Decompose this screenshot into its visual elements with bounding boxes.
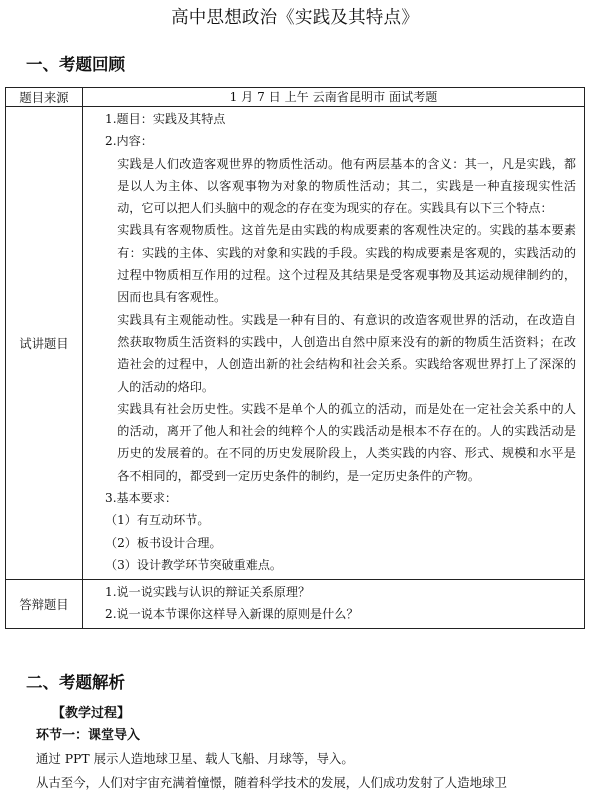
content-label: 2.内容：	[105, 134, 153, 149]
step-heading: 环节一：课堂导入	[36, 728, 141, 743]
source-value: 1 月 7 日 上午 云南省昆明市 面试考题	[83, 88, 585, 107]
table-row-defense	[6, 580, 585, 629]
defense-question: 2.说一说本节课你这样导入新课的原则是什么？	[105, 607, 359, 622]
content-paragraph: 实践具有客观物质性。这首先是由实践的构成要素的客观性决定的。实践的基本要素有：实践的主体、实践的对象和实践的手段。实践的构成要素是客观的，实践活动的过程中物质相互作用的过程。这个过程及其结果是受客观事物及其运动规律制约的，因而也具有客观性。	[117, 223, 576, 305]
exam-table	[5, 87, 585, 629]
table-row-trial	[6, 107, 585, 580]
table-row-source	[6, 88, 585, 107]
requirement-item: （1）有互动环节。	[105, 513, 210, 528]
topic-line: 1.题目：实践及其特点	[105, 112, 226, 126]
defense-question: 1.说一说实践与认识的辩证关系原理？	[105, 585, 311, 600]
content-paragraph: 实践具有社会历史性。实践不是单个人的孤立的活动，而是处在一定社会关系中的人的活动，离开了他人和社会的纯粹个人的实践活动是根本不存在的。人的实践活动是历史的发展着的。在不同的历史发展阶段上，人类实践的内容、形式、规模和水平是各不相同的，都受到一定历史条件的制约，是一定历史条件的产物。	[117, 401, 576, 483]
requirements-label: 3.基本要求：	[105, 491, 178, 506]
trial-label: 试讲题目	[6, 107, 83, 580]
analysis-text: 通过 PPT 展示人造地球卫星、载人飞船、月球等，导入。	[36, 751, 354, 766]
defense-content	[83, 580, 585, 629]
source-label: 题目来源	[6, 88, 83, 107]
trial-content	[83, 107, 585, 580]
section-heading-review: 一、考题回顾	[26, 55, 125, 74]
document-title: 高中思想政治《实践及其特点》	[171, 8, 419, 28]
content-paragraph: 实践具有主观能动性。实践是一种有目的、有意识的改造客观世界的活动，在改造自然获取物质生活资料的实践中，人创造出自然中原来没有的新的物质生活资料；在改造社会的过程中，人创造出新的社会结构和社会关系。实践给客观世界打上了深深的人的活动的烙印。	[117, 312, 576, 394]
analysis-text: 从古至今，人们对宇宙充满着憧憬，随着科学技术的发展，人们成功发射了人造地球卫	[36, 775, 507, 790]
content-paragraph: 实践是人们改造客观世界的物质性活动。他有两层基本的含义：其一，凡是实践，都是以人为主体、以客观事物为对象的物质性活动；其二，实践是一种直接现实性活动，它可以把人们头脑中的观念的存在变为现实的存在。实践具有以下三个特点：	[117, 156, 576, 216]
requirement-item: （3）设计教学环节突破重难点。	[105, 557, 283, 572]
requirement-item: （2）板书设计合理。	[105, 535, 222, 550]
teaching-process-heading: 【教学过程】	[52, 706, 131, 721]
defense-label: 答辩题目	[6, 580, 83, 629]
section-heading-analysis: 二、考题解析	[26, 673, 125, 692]
